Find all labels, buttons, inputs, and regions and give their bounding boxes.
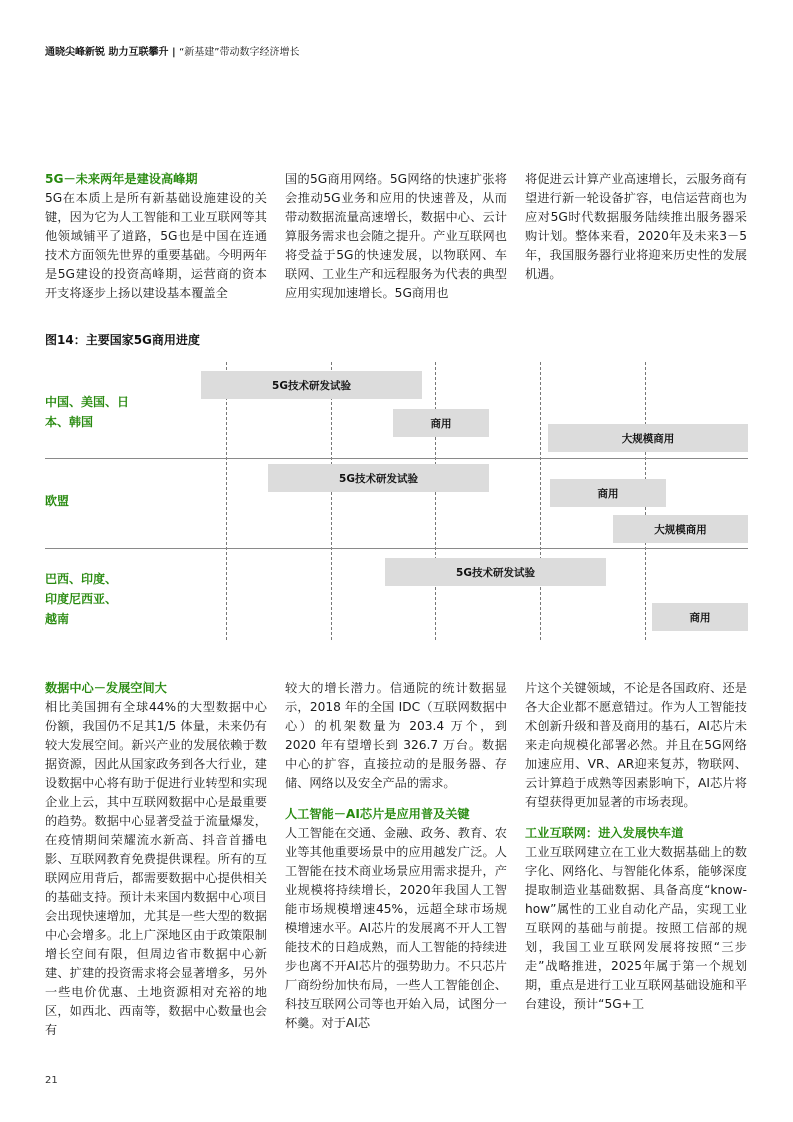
- bar-commercial-group2: 商用: [550, 479, 666, 507]
- figure-title: 图14：主要国家5G商用进度: [45, 333, 200, 347]
- header-main: 通晓尖峰新锐 助力互联攀升 |: [45, 47, 180, 58]
- intro-col-3: [525, 170, 747, 284]
- body-col-3: [525, 679, 747, 1014]
- section-heading-industrial-internet: 工业互联网：进入发展快车道: [525, 826, 684, 840]
- region-label-eu: 欧盟: [45, 494, 70, 508]
- section-heading-data-center: 数据中心－发展空间大: [45, 681, 167, 695]
- ai-paragraph: 人工智能在交通、金融、政务、教育、农业等其他重要场景中的应用越发广泛。人工智能在技术商业场景应用需求提升，产业规模将持续增长，2020年我国人工智能市场规模增速45%，远超全球市场规模增速水平。AI芯片的发展离不开人工智能技术的日趋成熟，而人工智能的持续进步也离不开AI芯片的强势助力。不只芯片厂商纷纷加快布局，一些人工智能创企、科技互联网公司等也开始入局，试图分一杯羹。对于AI芯: [285, 826, 507, 1030]
- intro-paragraph-1: 5G在本质上是所有新基础设施建设的关键，因为它为人工智能和工业互联网等其他领域铺平了道路，5G也是中国在连通技术方面领先世界的重要基础。今明两年是5G建设的投资高峰期，运营商的资本开支将逐步上扬以建设基本覆盖全: [45, 191, 267, 300]
- bar-rd-trial-group1: 5G技术研发试验: [201, 371, 422, 399]
- region-divider: [45, 548, 748, 549]
- body-col-1: [45, 679, 267, 1040]
- bar-rd-trial-group2: 5G技术研发试验: [268, 464, 489, 492]
- bar-large-scale-group1: 大规模商用: [548, 424, 748, 452]
- running-header: [45, 43, 299, 58]
- timeline-gridline: [331, 362, 332, 640]
- bar-large-scale-group2: 大规模商用: [613, 515, 748, 543]
- intro-col-1: [45, 170, 267, 303]
- header-sub: “新基建”带动数字经济增长: [179, 47, 300, 58]
- region-label-china-us-japan-korea: 中国、美国、日本、韩国: [45, 395, 130, 429]
- intro-paragraph-3: 将促进云计算产业高速增长，云服务商有望进行新一轮设备扩容，电信运营商也为应对5G时代数据服务陆续推出服务器采购计划。整体来看，2020年及未来3－5年，我国服务器行业将迎来历史性的发展机遇。: [525, 172, 747, 281]
- timeline-gridline: [435, 362, 436, 640]
- bar-commercial-group1: 商用: [393, 409, 489, 437]
- page-number: 21: [45, 1075, 58, 1086]
- region-divider: [45, 458, 748, 459]
- section-heading-5g: 5G－未来两年是建设高峰期: [45, 172, 198, 186]
- intro-paragraph-2: 国的5G商用网络。5G网络的快速扩张将会推动5G业务和应用的快速普及，从而带动数据流量高速增长，数据中心、云计算服务需求也会随之提升。产业互联网也将受益于5G的快速发展，以物联网、车联网、工业生产和远程服务为代表的典型应用实现加速增长。5G商用也: [285, 172, 507, 300]
- data-center-paragraph: 相比美国拥有全球44%的大型数据中心份额，我国仍不足其1/5 体量，未来仍有较大发展空间。新兴产业的发展依赖于数据资源，因此从国家政务到各大行业，建设数据中心将有助于促进行业转型和实现企业上云，其中互联网数据中心是最重要的趋势。数据中心显著受益于流量爆发，在疫情期间荣耀流水新高、抖音首播电影、互联网教育免费提供课程。所有的互联网应用背后，都需要数据中心提供相关的基础支持。预计未来国内数据中心项目会出现快速增加，尤其是一些大型的数据中心会增多。北上广深地区由于政策限制增长空间有限，但周边省市数据中心新建、扩建的投资需求将会显著增多，另外一些电价优惠、土地资源相对充裕的地区，如西北、西南等，数据中心数量也会有: [45, 700, 267, 1037]
- intro-col-2: [285, 170, 507, 303]
- region-label-brazil-india-indonesia-vietnam: 巴西、印度、印度尼西亚、越南: [45, 572, 118, 626]
- body-col-2: [285, 679, 507, 1033]
- data-center-paragraph-cont: 较大的增长潜力。信通院的统计数据显示，2018 年的全国 IDC（互联网数据中心）的机架数量为 203.4 万个，到 2020 年有望增长到 326.7 万台。数据中心的扩容，直接拉动的是服务器、存储、网络以及安全产品的需求。: [285, 681, 507, 790]
- industrial-internet-paragraph: 工业互联网建立在工业大数据基础上的数字化、网络化、与智能化体系，能够深度提取制造业基础数据、具备高度“know-how”属性的工业自动化产品，实现工业互联网的基础与前提。按照工信部的规划，我国工业互联网发展将按照“三步走”战略推进，2025年属于第一个规划期，重点是进行工业互联网基础设施和平台建设，预计“5G+工: [525, 845, 747, 1011]
- bar-rd-trial-group3: 5G技术研发试验: [385, 558, 606, 586]
- timeline-gridline: [540, 362, 541, 640]
- timeline-gridline: [226, 362, 227, 640]
- ai-paragraph-cont: 片这个关键领域，不论是各国政府、还是各大企业都不愿意错过。作为人工智能技术创新升级和普及商用的基石，AI芯片未来走向规模化部署必然。并且在5G网络加速应用、VR、AR迎来复苏，物联网、云计算趋于成熟等因素影响下，AI芯片将有望获得更加显著的市场表现。: [525, 681, 747, 809]
- bar-commercial-group3: 商用: [652, 603, 748, 631]
- section-heading-ai: 人工智能－AI芯片是应用普及关键: [285, 807, 470, 821]
